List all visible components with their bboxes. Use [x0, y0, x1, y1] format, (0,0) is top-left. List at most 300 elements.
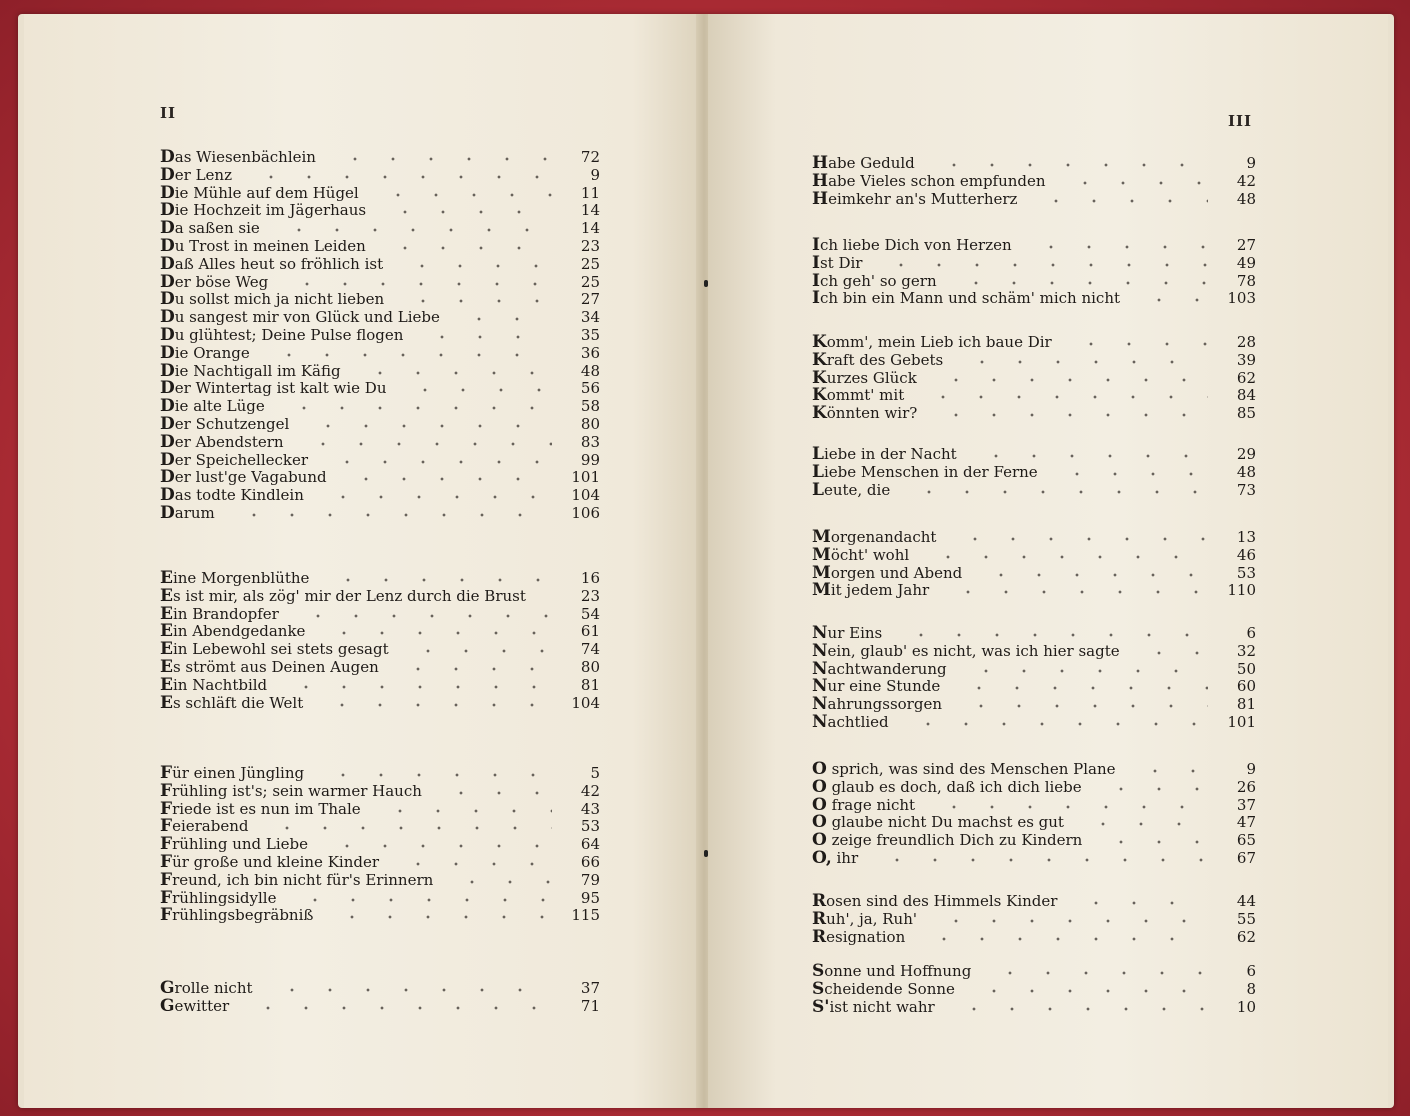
index-entry	[812, 713, 1256, 731]
index-entry	[160, 379, 600, 397]
entry-page-number: 39	[1236, 350, 1256, 369]
index-entry	[812, 849, 1256, 867]
entry-page-number: 54	[580, 604, 600, 623]
entry-page-number: 61	[580, 622, 600, 641]
index-entry	[160, 587, 600, 605]
entry-page-number: 53	[580, 817, 600, 836]
leader-dots	[957, 660, 1208, 678]
index-entry	[160, 433, 600, 451]
index-entry	[812, 481, 1256, 499]
entry-page-number: 49	[1236, 253, 1256, 272]
entry-title: Frühlingsbegräbniß	[160, 905, 314, 926]
entry-page-number: 62	[1236, 368, 1256, 387]
entry-page-number: 58	[580, 397, 600, 416]
entry-title: Ein Brandopfer	[160, 603, 279, 624]
leader-dots	[275, 397, 552, 415]
open-book	[18, 14, 1394, 1108]
leader-dots	[242, 166, 552, 184]
entry-title: Liebe in der Nacht	[812, 444, 957, 464]
leader-dots	[315, 622, 552, 640]
entry-page-number: 73	[1236, 480, 1256, 499]
index-entry	[160, 658, 600, 676]
leader-dots	[927, 404, 1208, 422]
index-entry	[160, 835, 600, 853]
page-number: II	[160, 104, 177, 122]
entry-page-number: 80	[580, 658, 600, 676]
entry-page-number: 99	[580, 450, 600, 469]
leader-dots	[389, 853, 552, 871]
index-entry	[812, 272, 1256, 290]
index-entry	[812, 581, 1256, 599]
entry-page-number: 83	[580, 432, 600, 451]
entry-page-number: 67	[1236, 849, 1256, 867]
entry-title: O frage nicht	[812, 794, 916, 815]
entry-title: O sprich, was sind des Menschen Plane	[812, 759, 1116, 779]
entry-title: Es schläft die Welt	[160, 692, 304, 713]
index-entry	[160, 906, 600, 924]
entry-page-number: 9	[1246, 154, 1256, 172]
leader-dots	[1056, 172, 1208, 190]
index-entry	[812, 546, 1256, 564]
entry-page-number: 6	[1246, 624, 1256, 642]
entry-page-number: 25	[580, 254, 600, 273]
index-entry	[160, 997, 600, 1015]
entry-page-number: 72	[580, 148, 600, 166]
index-entry	[160, 622, 600, 640]
entry-title: Nachtwanderung	[812, 658, 947, 679]
index-entry	[160, 415, 600, 433]
entry-title: Sonne und Hoffnung	[812, 961, 972, 981]
entry-title: Ein Nachtbild	[160, 674, 268, 695]
entry-title: Ich bin ein Mann und schäm' mich nicht	[812, 288, 1121, 309]
entry-title: Es ist mir, als zög' mir der Lenz durch die Brust	[160, 585, 526, 606]
index-entry	[160, 676, 600, 694]
entry-title: Ich liebe Dich von Herzen	[812, 235, 1012, 255]
entry-title: Die alte Lüge	[160, 396, 265, 417]
entry-title: Ist Dir	[812, 252, 863, 273]
leader-dots	[945, 998, 1208, 1016]
index-entry	[812, 677, 1256, 695]
entry-page-number: 10	[1236, 997, 1256, 1016]
entry-title: Der lust'ge Vagabund	[160, 467, 327, 488]
entry-title: O zeige freundlich Dich zu Kindern	[812, 830, 1083, 851]
entry-page-number: 53	[1236, 563, 1256, 582]
leader-dots	[1092, 778, 1208, 796]
entry-page-number: 23	[580, 586, 600, 605]
entry-title: Freund, ich bin nicht für's Erinnern	[160, 869, 434, 890]
index-entry	[160, 764, 600, 782]
leader-dots	[278, 273, 552, 291]
leader-dots	[981, 962, 1208, 980]
entry-title: Du sangest mir von Glück und Liebe	[160, 307, 440, 328]
index-entry	[160, 451, 600, 469]
index-entry	[812, 351, 1256, 369]
entry-page-number: 110	[1227, 581, 1256, 600]
entry-title: Für einen Jüngling	[160, 763, 305, 783]
index-entry	[812, 386, 1256, 404]
entry-title: Gewitter	[160, 995, 230, 1016]
left-page	[24, 14, 700, 1108]
entry-title: Nahrungssorgen	[812, 694, 942, 715]
index-entry	[160, 255, 600, 273]
entry-page-number: 103	[1227, 289, 1256, 308]
entry-title: Morgenandacht	[812, 527, 937, 547]
entry-title: Die Orange	[160, 342, 250, 363]
entry-page-number: 8	[1246, 979, 1256, 998]
index-entry	[160, 504, 600, 522]
entry-page-number: 32	[1236, 641, 1256, 660]
entry-page-number: 11	[580, 183, 600, 202]
page-number: III	[1228, 112, 1253, 130]
index-entry	[812, 528, 1256, 546]
entry-page-number: 36	[580, 343, 600, 362]
entry-title: Da saßen sie	[160, 218, 260, 239]
entry-page-number: 85	[1236, 404, 1256, 423]
entry-page-number: 74	[580, 640, 600, 659]
entry-title: Frühling ist's; sein warmer Hauch	[160, 780, 422, 801]
leader-dots	[371, 800, 552, 818]
entry-title: Die Hochzeit im Jägerhaus	[160, 200, 367, 221]
index-entry	[160, 486, 600, 504]
entry-page-number: 101	[1227, 713, 1256, 731]
entry-page-number: 78	[1236, 271, 1256, 290]
entry-page-number: 9	[1246, 760, 1256, 778]
leader-dots	[947, 272, 1208, 290]
index-entry	[160, 148, 600, 166]
leader-dots	[393, 255, 552, 273]
leader-dots	[927, 369, 1208, 387]
index-entry	[812, 892, 1256, 910]
index-entry	[160, 871, 600, 889]
entry-title: Heimkehr an's Mutterherz	[812, 188, 1018, 209]
index-entry	[812, 445, 1256, 463]
index-entry	[160, 782, 600, 800]
entry-page-number: 46	[1236, 545, 1256, 564]
entry-page-number: 27	[1236, 236, 1256, 254]
leader-dots	[258, 817, 552, 835]
leader-dots	[314, 764, 552, 782]
entry-title: Kraft des Gebets	[812, 349, 944, 370]
entry-title: Komm', mein Lieb ich baue Dir	[812, 332, 1052, 352]
leader-dots	[314, 486, 552, 504]
entry-title: Für große und kleine Kinder	[160, 852, 380, 872]
entry-page-number: 81	[1236, 695, 1256, 714]
entry-title: Nur eine Stunde	[812, 676, 941, 697]
index-entry	[812, 980, 1256, 998]
index-entry	[812, 289, 1256, 307]
entry-page-number: 65	[1236, 831, 1256, 850]
leader-dots	[946, 528, 1208, 546]
entry-title: Der Speichellecker	[160, 449, 309, 470]
leader-dots	[399, 640, 552, 658]
index-entry	[160, 397, 600, 415]
entry-title: Nur Eins	[812, 623, 883, 643]
leader-dots	[1067, 892, 1208, 910]
leader-dots	[277, 676, 552, 694]
leader-dots	[1092, 831, 1208, 849]
index-entry	[160, 344, 600, 362]
index-entry	[812, 778, 1256, 796]
index-entry	[812, 254, 1256, 272]
leader-dots	[396, 379, 552, 397]
entry-title: Der böse Weg	[160, 271, 269, 292]
leader-dots	[323, 906, 552, 924]
entry-page-number: 104	[571, 486, 600, 505]
entry-title: Scheidende Sonne	[812, 978, 955, 999]
leader-dots	[389, 658, 552, 676]
entry-title: Das todte Kindlein	[160, 485, 304, 506]
index-entry	[160, 468, 600, 486]
entry-page-number: 6	[1246, 962, 1256, 980]
leader-dots	[299, 415, 552, 433]
leader-dots	[263, 979, 552, 997]
index-entry	[812, 564, 1256, 582]
index-entry	[812, 660, 1256, 678]
leader-dots	[319, 569, 552, 587]
entry-page-number: 42	[580, 781, 600, 800]
leader-dots	[919, 546, 1208, 564]
index-entry	[160, 605, 600, 623]
index-entry	[812, 962, 1256, 980]
index-entry	[160, 569, 600, 587]
index-entry	[812, 695, 1256, 713]
entry-title: Du Trost in meinen Leiden	[160, 236, 366, 256]
entry-title: O glaub es doch, daß ich dich liebe	[812, 776, 1082, 797]
index-entry	[812, 172, 1256, 190]
entry-title: Friede ist es nun im Thale	[160, 798, 361, 819]
entry-title: Nein, glaub' es nicht, was ich hier sagte	[812, 640, 1120, 661]
entry-title: Kommt' mit	[812, 385, 905, 406]
leader-dots	[443, 871, 552, 889]
leader-dots	[927, 910, 1208, 928]
index-entry	[812, 642, 1256, 660]
leader-dots	[270, 219, 552, 237]
entry-title: Nachtlied	[812, 712, 889, 732]
index-entry	[812, 998, 1256, 1016]
leader-dots	[337, 468, 552, 486]
entry-page-number: 80	[580, 415, 600, 433]
leader-dots	[326, 148, 552, 166]
leader-dots	[939, 581, 1208, 599]
entry-title: Rosen sind des Himmels Kinder	[812, 891, 1058, 911]
entry-page-number: 14	[580, 201, 600, 220]
index-entry	[812, 333, 1256, 351]
index-entry	[812, 796, 1256, 814]
entry-page-number: 26	[1236, 777, 1256, 796]
entry-title: Ein Abendgedanke	[160, 621, 306, 642]
entry-page-number: 48	[1236, 189, 1256, 208]
entry-title: Möcht' wohl	[812, 544, 910, 565]
leader-dots	[225, 504, 552, 522]
entry-page-number: 60	[1236, 677, 1256, 696]
entry-title: Liebe Menschen in der Ferne	[812, 461, 1038, 482]
leader-dots	[286, 889, 552, 907]
index-entry	[812, 624, 1256, 642]
entry-page-number: 27	[580, 290, 600, 309]
entry-title: Du sollst mich ja nicht lieben	[160, 289, 385, 310]
entry-title: Grolle nicht	[160, 978, 253, 998]
entry-title: Frühlingsidylle	[160, 887, 277, 908]
leader-dots	[1062, 333, 1208, 351]
entry-page-number: 44	[1236, 892, 1256, 910]
entry-page-number: 95	[580, 888, 600, 907]
index-entry	[160, 853, 600, 871]
leader-dots	[1074, 813, 1208, 831]
entry-page-number: 64	[580, 835, 600, 854]
leader-dots	[925, 796, 1208, 814]
leader-dots	[450, 308, 552, 326]
leader-dots	[1048, 463, 1208, 481]
leader-dots	[318, 835, 552, 853]
entry-title: Feierabend	[160, 816, 249, 837]
index-entry	[812, 190, 1256, 208]
entry-page-number: 47	[1236, 813, 1256, 832]
index-entry	[160, 290, 600, 308]
entry-page-number: 71	[580, 996, 600, 1015]
leader-dots	[972, 564, 1208, 582]
index-entry	[812, 760, 1256, 778]
leader-dots	[376, 201, 552, 219]
entry-page-number: 35	[580, 326, 600, 344]
leader-dots	[239, 997, 552, 1015]
entry-title: Daß Alles heut so fröhlich ist	[160, 253, 384, 274]
index-entry	[160, 273, 600, 291]
entry-title: O glaube nicht Du machst es gut	[812, 812, 1064, 833]
entry-title: Frühling und Liebe	[160, 834, 309, 855]
leader-dots	[925, 154, 1208, 172]
entry-title: Ein Lebewohl sei stets gesagt	[160, 639, 389, 660]
entry-title: Die Nachtigall im Käfig	[160, 360, 341, 381]
index-entry	[160, 817, 600, 835]
entry-page-number: 79	[580, 870, 600, 889]
entry-title: Das Wiesenbächlein	[160, 147, 316, 167]
index-entry	[160, 800, 600, 818]
entry-page-number: 101	[571, 468, 600, 487]
leader-dots	[1027, 190, 1208, 208]
leader-dots	[413, 326, 552, 344]
entry-page-number: 5	[590, 764, 600, 782]
index-entry	[812, 236, 1256, 254]
leader-dots	[1022, 236, 1208, 254]
entry-page-number: 28	[1236, 333, 1256, 351]
leader-dots	[900, 481, 1208, 499]
entry-title: Habe Geduld	[812, 153, 915, 173]
entry-page-number: 16	[580, 569, 600, 587]
entry-title: Du glühtest; Deine Pulse flogen	[160, 325, 404, 345]
leader-dots	[318, 451, 552, 469]
leader-dots	[376, 237, 552, 255]
entry-title: O, ihr	[812, 848, 859, 868]
leader-dots	[260, 344, 552, 362]
leader-dots	[432, 782, 552, 800]
leader-dots	[868, 849, 1208, 867]
right-page	[708, 14, 1388, 1108]
index-entry	[812, 928, 1256, 946]
index-entry	[812, 831, 1256, 849]
index-entry	[812, 154, 1256, 172]
entry-page-number: 13	[1236, 528, 1256, 546]
entry-page-number: 66	[580, 853, 600, 871]
index-entry	[160, 308, 600, 326]
entry-page-number: 104	[571, 693, 600, 712]
entry-page-number: 43	[580, 799, 600, 818]
entry-page-number: 106	[571, 504, 600, 522]
entry-title: Der Abendstern	[160, 431, 284, 452]
entry-title: Könnten wir?	[812, 403, 918, 424]
leader-dots	[952, 695, 1208, 713]
entry-page-number: 48	[580, 361, 600, 380]
index-entry	[160, 640, 600, 658]
entry-title: Eine Morgenblüthe	[160, 568, 310, 588]
entry-title: S'ist nicht wahr	[812, 996, 935, 1017]
entry-title: Habe Vieles schon empfunden	[812, 170, 1046, 191]
entry-title: Der Schutzengel	[160, 414, 290, 434]
leader-dots	[872, 254, 1208, 272]
leader-dots	[294, 433, 552, 451]
entry-page-number: 115	[571, 906, 600, 925]
leader-dots	[967, 445, 1208, 463]
entry-page-number: 50	[1236, 659, 1256, 678]
entry-title: Der Lenz	[160, 164, 232, 185]
entry-title: Resignation	[812, 926, 906, 947]
leader-dots	[914, 386, 1208, 404]
leader-dots	[915, 928, 1208, 946]
leader-dots	[351, 362, 552, 380]
entry-page-number: 48	[1236, 462, 1256, 481]
index-entry	[160, 237, 600, 255]
leader-dots	[892, 624, 1208, 642]
index-entry	[160, 326, 600, 344]
entry-title: Darum	[160, 503, 215, 523]
index-entry	[812, 910, 1256, 928]
leader-dots	[369, 184, 552, 202]
entry-page-number: 25	[580, 272, 600, 291]
index-entry	[812, 369, 1256, 387]
leader-dots	[950, 677, 1208, 695]
leader-dots	[394, 290, 552, 308]
entry-page-number: 55	[1236, 909, 1256, 928]
entry-title: Kurzes Glück	[812, 367, 917, 388]
entry-title: Morgen und Abend	[812, 562, 963, 583]
entry-title: Der Wintertag ist kalt wie Du	[160, 378, 387, 399]
entry-title: Ich geh' so gern	[812, 270, 937, 291]
leader-dots	[899, 713, 1208, 731]
leader-dots	[953, 351, 1208, 369]
entry-title: Leute, die	[812, 479, 891, 500]
entry-title: Es strömt aus Deinen Augen	[160, 657, 379, 677]
leader-dots	[313, 694, 552, 712]
index-entry	[812, 463, 1256, 481]
entry-page-number: 29	[1236, 445, 1256, 463]
index-entry	[812, 813, 1256, 831]
entry-page-number: 37	[1236, 795, 1256, 814]
entry-page-number: 81	[580, 675, 600, 694]
entry-page-number: 56	[580, 379, 600, 398]
index-entry	[160, 166, 600, 184]
entry-title: Mit jedem Jahr	[812, 580, 930, 601]
index-entry	[812, 404, 1256, 422]
entry-page-number: 14	[580, 219, 600, 238]
entry-page-number: 42	[1236, 171, 1256, 190]
entry-page-number: 34	[580, 308, 600, 327]
index-entry	[160, 184, 600, 202]
entry-page-number: 84	[1236, 386, 1256, 405]
entry-title: Ruh', ja, Ruh'	[812, 908, 917, 929]
entry-page-number: 23	[580, 237, 600, 255]
index-entry	[160, 979, 600, 997]
entry-page-number: 37	[580, 979, 600, 997]
index-entry	[160, 201, 600, 219]
